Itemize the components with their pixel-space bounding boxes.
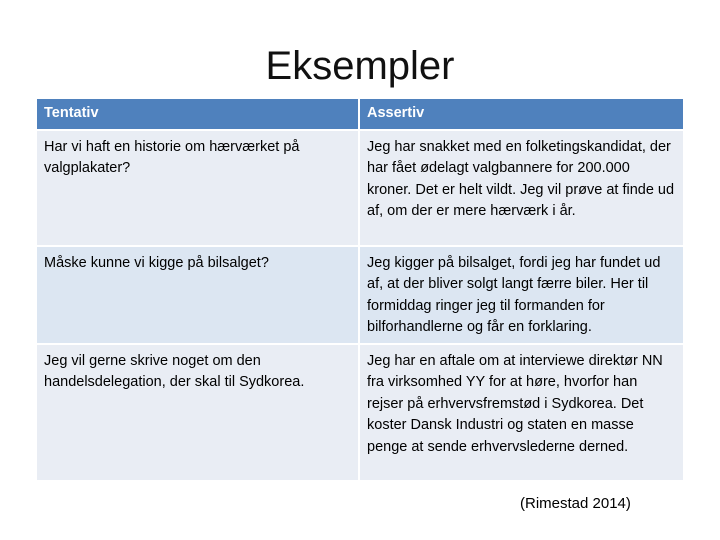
examples-table [37, 99, 683, 480]
citation: (Rimestad 2014) [520, 495, 631, 512]
table-row [37, 246, 683, 344]
header-tentative: Tentativ [37, 99, 359, 130]
cell-assertive: Jeg kigger på bilsalget, fordi jeg har fundet ud af, at der bliver solgt langt færre biler. Her til formiddag ringer jeg til formanden for bilforhandlerne og får en forklaring. [359, 246, 683, 344]
header-assertive: Assertiv [359, 99, 683, 130]
table-header-row [37, 99, 683, 130]
cell-tentative: Har vi haft en historie om hærværket på valgplakater? [37, 130, 359, 246]
cell-assertive: Jeg har snakket med en folketingskandidat, der har fået ødelagt valgbannere for 200.000 kroner. Det er helt vildt. Jeg vil prøve at finde ud af, om der er mere hærværk i år. [359, 130, 683, 246]
slide-title: Eksempler [265, 44, 455, 88]
cell-tentative: Måske kunne vi kigge på bilsalget? [37, 246, 359, 344]
cell-assertive: Jeg har en aftale om at interviewe direktør NN fra virksomhed YY for at høre, hvorfor han rejser på erhvervsfremstød i Sydkorea. Det koster Dansk Industri og staten en masse penge at sende erhvervslederne derned. [359, 344, 683, 480]
cell-tentative: Jeg vil gerne skrive noget om den handelsdelegation, der skal til Sydkorea. [37, 344, 359, 480]
table-row [37, 344, 683, 480]
table-row [37, 130, 683, 246]
